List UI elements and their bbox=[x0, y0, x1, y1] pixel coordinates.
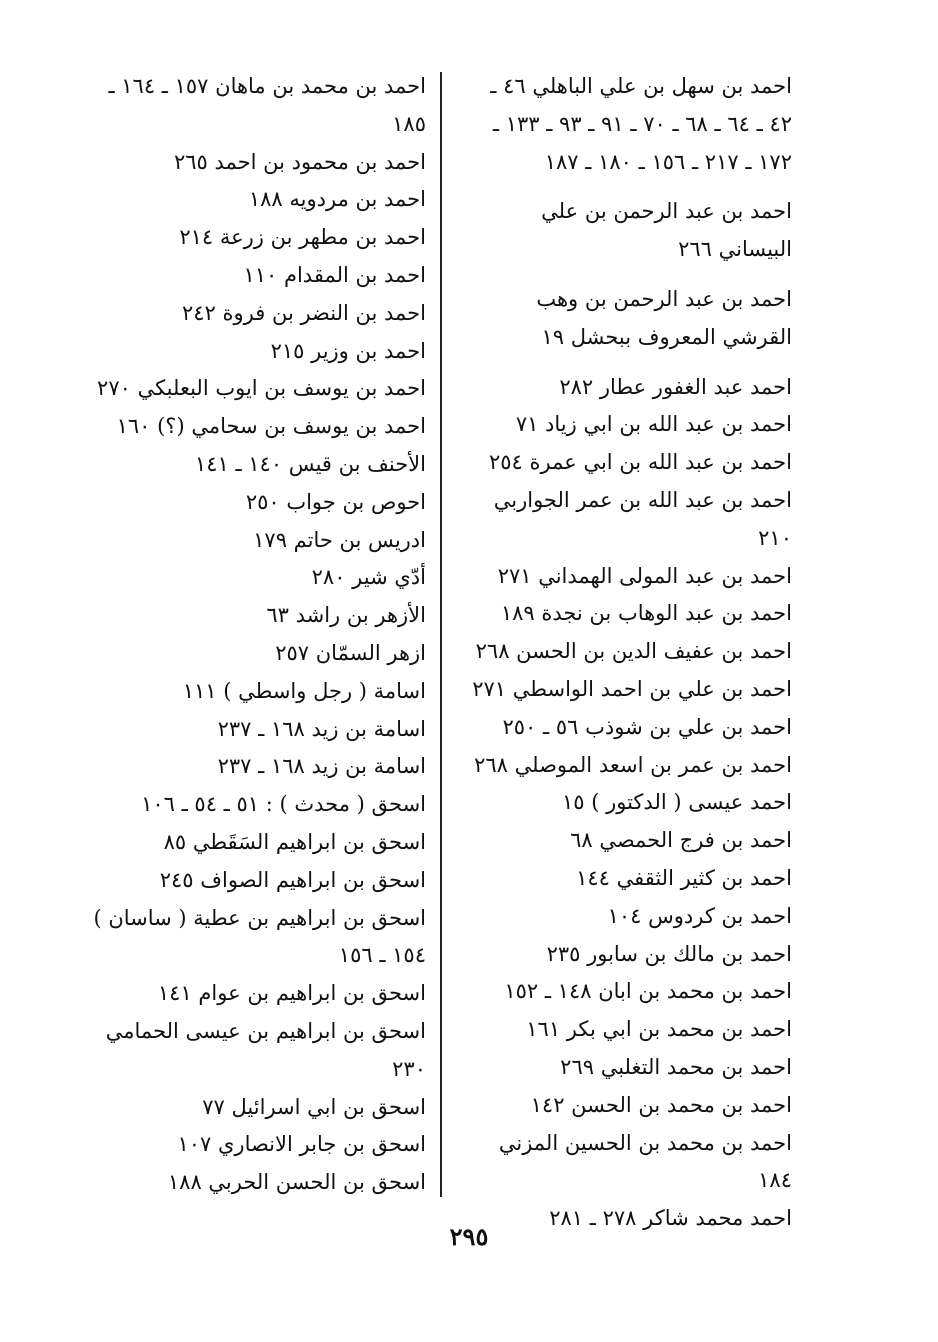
index-entry: احمد بن سهل بن علي الباهلي ٤٦ ـ ٤٢ ـ ٦٤ ـ ٦٨ ـ ٧٠ ـ ٩١ ـ ٩٣ ـ ١٣٣ ـ ١٧٢ ـ ٢١٧ ـ ١٥٦ ـ ١٨٠ ـ ١٨٧ bbox=[490, 74, 792, 174]
index-entry: احمد بن محمد بن ابي بكر ١٦١ bbox=[526, 1017, 792, 1042]
index-entry: الأزهر بن راشد ٦٣ bbox=[266, 603, 426, 628]
index-entry: احمد بن عبد الرحمن بن علي البيساني ٢٦٦ bbox=[541, 199, 792, 262]
index-entry: اسحق بن ابراهيم بن عطية ( ساسان ) ١٥٤ ـ ١٥٦ bbox=[93, 905, 426, 968]
index-entry: اسامة بن زيد ١٦٨ ـ ٢٣٧ bbox=[217, 716, 426, 741]
index-entry: احمد بن محمد بن ماهان ١٥٧ ـ ١٦٤ ـ ١٨٥ bbox=[108, 74, 426, 136]
index-entry: احمد بن عفيف الدين بن الحسن ٢٦٨ bbox=[475, 639, 792, 664]
index-entry: اسحق بن ابراهيم بن عيسى الحمامي ٢٣٠ bbox=[105, 1018, 426, 1081]
index-entry: احمد بن يوسف بن ايوب البعلبكي ٢٧٠ bbox=[97, 376, 426, 401]
column-divider bbox=[440, 72, 442, 1197]
index-entry: احمد عيسى ( الدكتور ) ١٥ bbox=[562, 790, 792, 815]
index-entry: احمد بن محمود بن احمد ٢٦٥ bbox=[174, 149, 426, 174]
index-entry: احمد بن عبد الله بن ابي زياد ٧١ bbox=[515, 412, 792, 437]
index-entry: احمد بن محمد بن الحسن ١٤٢ bbox=[530, 1092, 792, 1117]
index-entry: احمد بن مردويه ١٨٨ bbox=[248, 187, 426, 212]
index-entry: أدّي شير ٢٨٠ bbox=[311, 565, 426, 590]
index-entry: اسحق بن ابراهيم بن عوام ١٤١ bbox=[157, 981, 426, 1006]
index-entry: احمد بن كردوس ١٠٤ bbox=[607, 903, 792, 928]
index-entry: اسحق بن الحسن الحربي ١٨٨ bbox=[167, 1170, 426, 1195]
index-entry: احمد عبد الغفور عطار ٢٨٢ bbox=[559, 374, 792, 399]
index-entry: احمد بن عبد الرحمن بن وهب القرشي المعروف ببحشل ١٩ bbox=[536, 286, 792, 349]
index-entry: احوص بن جواب ٢٥٠ bbox=[245, 489, 426, 514]
index-entry: احمد بن عبد الوهاب بن نجدة ١٨٩ bbox=[500, 601, 792, 626]
index-entry: اسامة ( رجل واسطي ) ١١١ bbox=[182, 678, 426, 703]
index-entry: احمد بن النضر بن فروة ٢٤٢ bbox=[182, 300, 426, 325]
index-entry: احمد بن المقدام ١١٠ bbox=[243, 262, 426, 287]
index-entry: احمد بن فرج الحمصي ٦٨ bbox=[570, 828, 792, 853]
index-entry: احمد بن مالك بن سابور ٢٣٥ bbox=[546, 941, 792, 966]
index-entry: اسامة بن زيد ١٦٨ ـ ٢٣٧ bbox=[217, 754, 426, 779]
page-number: ٢٩٥ bbox=[449, 1222, 489, 1251]
index-entry: ادريس بن حاتم ١٧٩ bbox=[253, 527, 426, 552]
index-entry: احمد بن محمد بن ابان ١٤٨ ـ ١٥٢ bbox=[504, 979, 792, 1004]
index-entry: اسحق بن ابراهيم السَقَطي ٨٥ bbox=[163, 829, 426, 854]
index-entry: اسحق ( محدث ) : ٥١ ـ ٥٤ ـ ١٠٦ bbox=[141, 792, 426, 817]
index-entry: احمد بن علي بن احمد الواسطي ٢٧١ bbox=[472, 676, 792, 701]
index-entry: احمد محمد شاكر ٢٧٨ ـ ٢٨١ bbox=[549, 1206, 792, 1231]
index-entry: اسحق بن جابر الانصاري ١٠٧ bbox=[177, 1132, 426, 1157]
index-entry: اسحق بن ابراهيم الصواف ٢٤٥ bbox=[159, 867, 426, 892]
index-entry: احمد بن علي بن شوذب ٥٦ ـ ٢٥٠ bbox=[502, 714, 792, 739]
index-entry: احمد بن عبد الله بن ابي عمرة ٢٥٤ bbox=[489, 450, 792, 475]
index-entry: احمد بن مطهر بن زرعة ٢١٤ bbox=[179, 225, 426, 250]
index-entry: احمد بن كثير الثقفي ١٤٤ bbox=[576, 865, 792, 890]
index-entry: احمد بن عبد الله بن عمر الجواربي ٢١٠ bbox=[493, 487, 792, 550]
index-entry: الأحنف بن قيس ١٤٠ ـ ١٤١ bbox=[194, 451, 426, 476]
index-entry: احمد بن عمر بن اسعد الموصلي ٢٦٨ bbox=[474, 752, 792, 777]
index-entry: احمد بن يوسف بن سحامي (؟) ١٦٠ bbox=[116, 414, 426, 439]
index-entry: احمد بن محمد بن الحسين المزني ١٨٤ bbox=[498, 1130, 792, 1193]
index-column-right bbox=[462, 68, 792, 1238]
index-entry: احمد بن عبد المولى الهمداني ٢٧١ bbox=[497, 563, 792, 588]
index-entry: احمد بن وزير ٢١٥ bbox=[270, 338, 426, 363]
index-entry: اسحق بن ابي اسرائيل ٧٧ bbox=[202, 1094, 426, 1119]
index-entry: ازهر السمّان ٢٥٧ bbox=[275, 640, 426, 665]
index-entry: احمد بن محمد التغلبي ٢٦٩ bbox=[560, 1054, 792, 1079]
index-column-left bbox=[84, 68, 426, 1202]
